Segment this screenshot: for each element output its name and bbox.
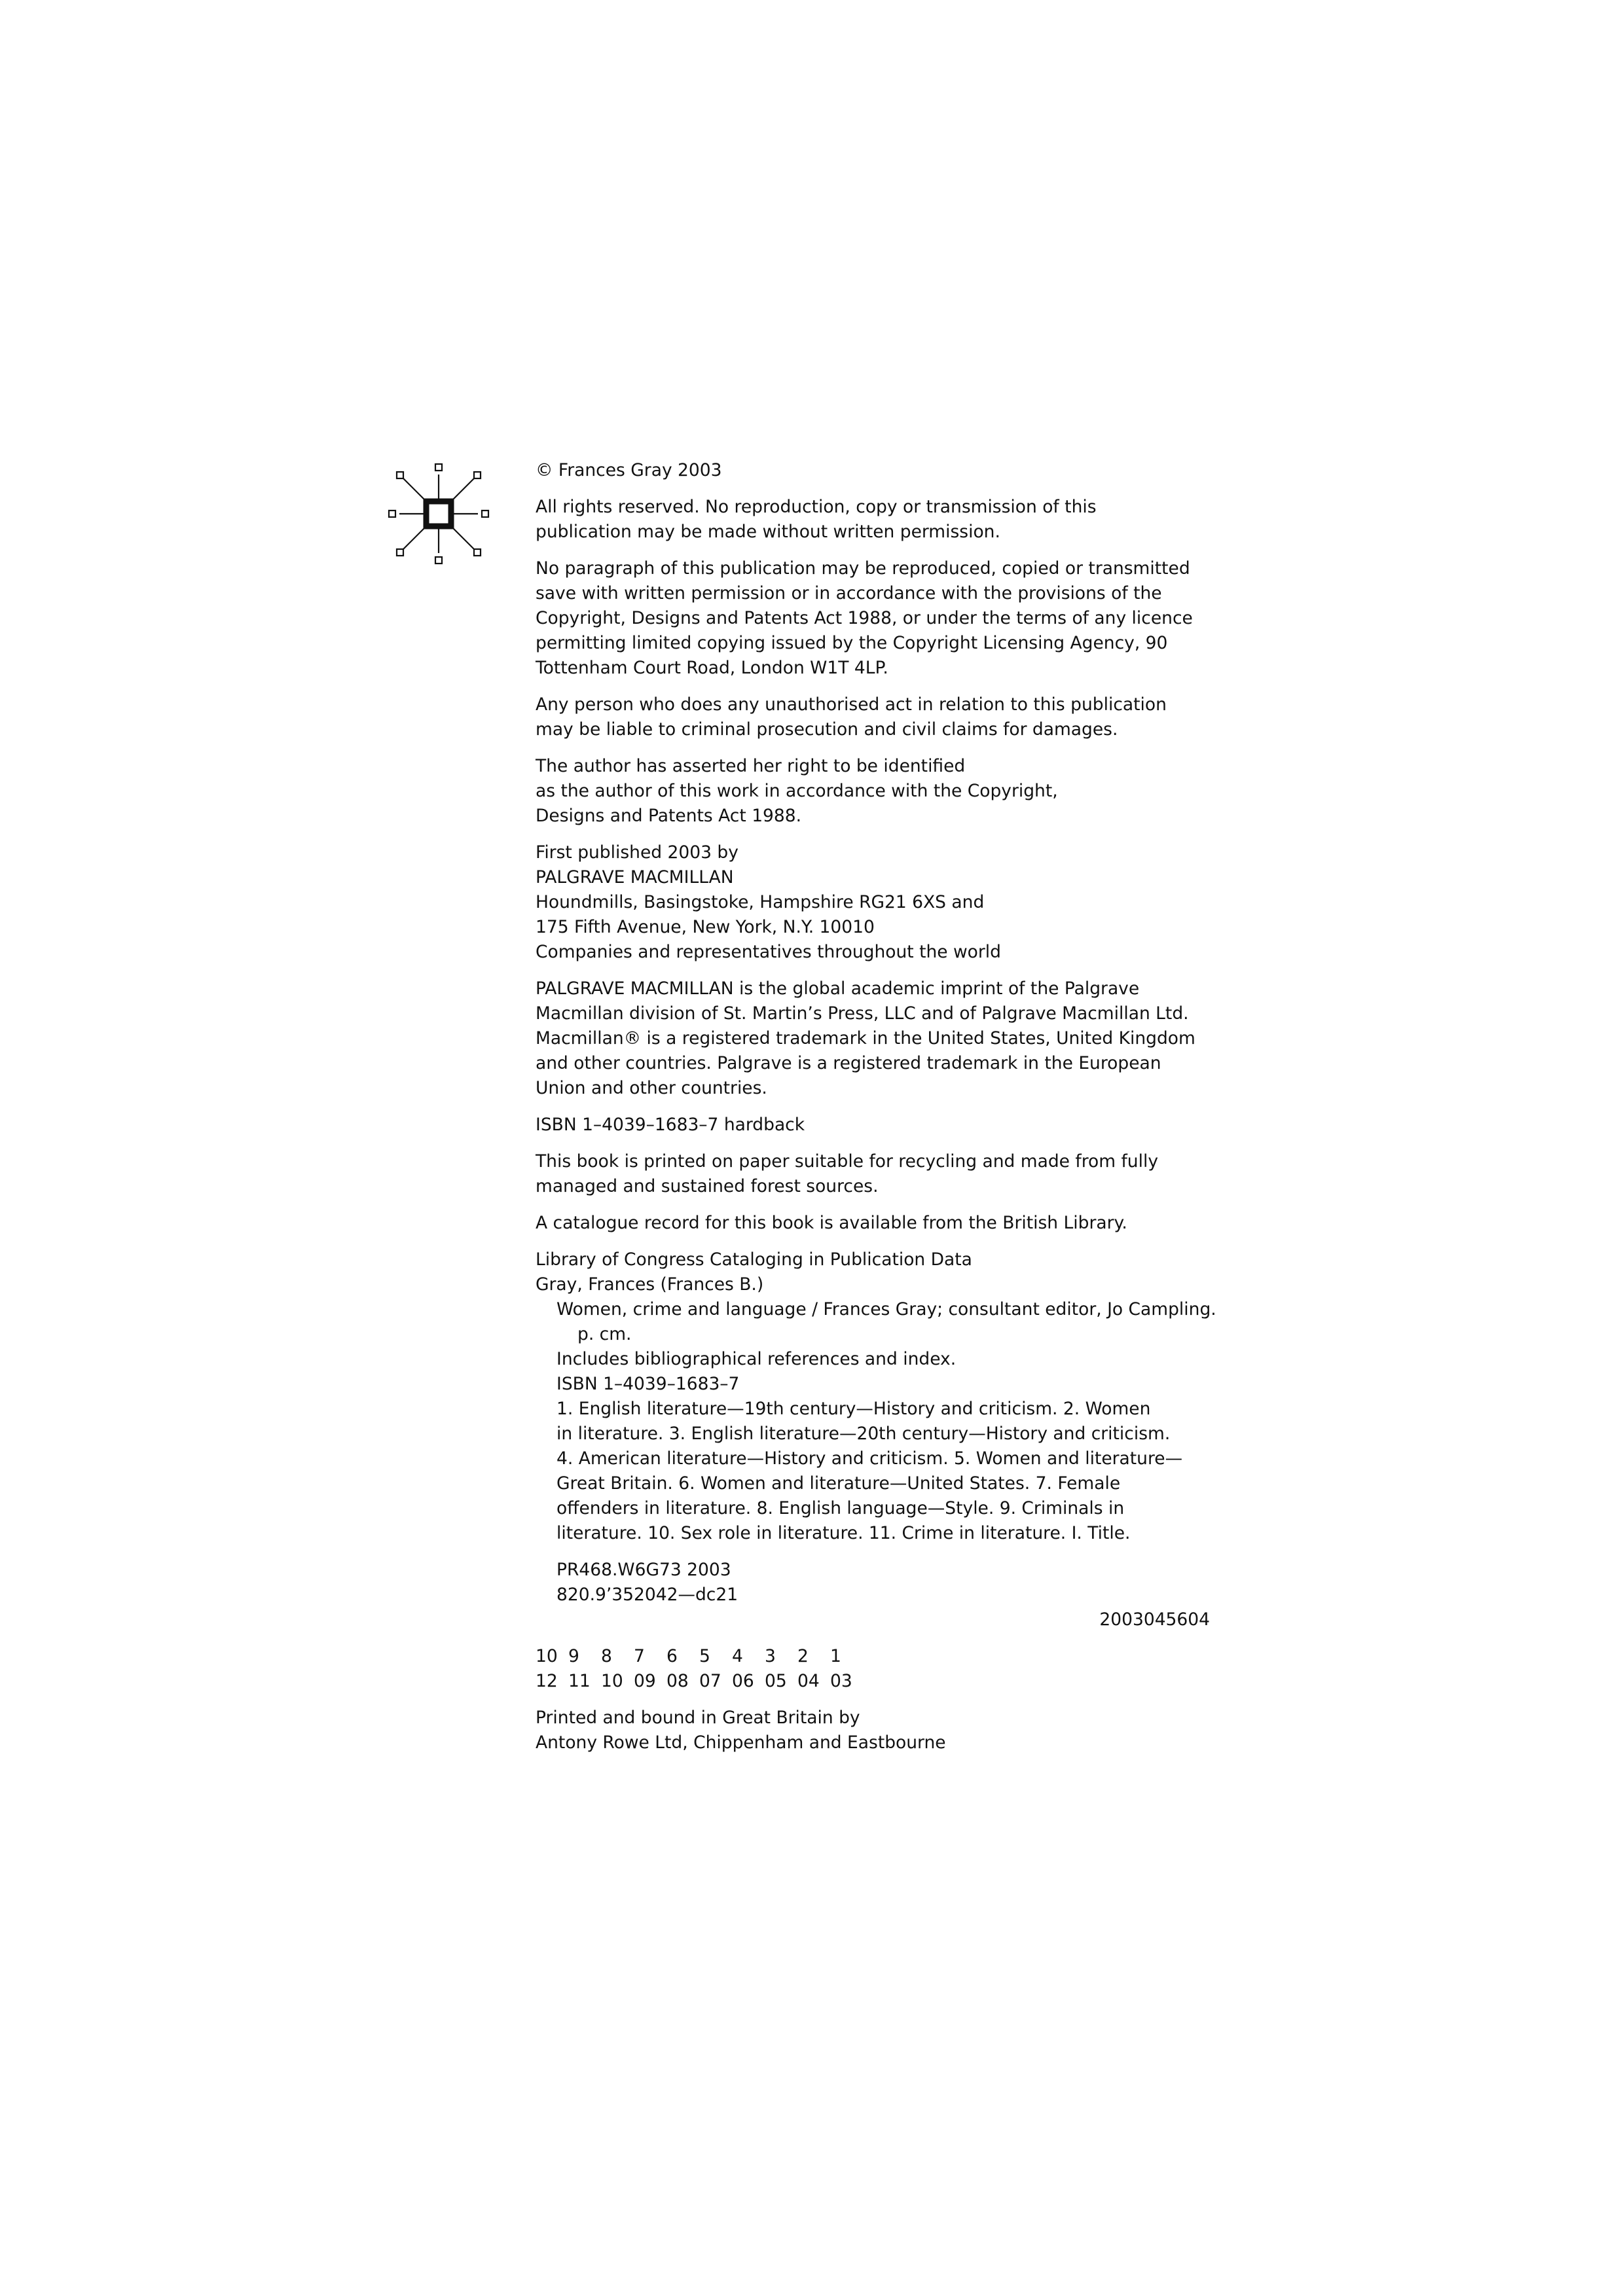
cip-title: Women, crime and language / Frances Gray; consultant editor, Jo Campling. (556, 1299, 1216, 1319)
lc-call-number: PR468.W6G73 2003 (556, 1560, 731, 1580)
year-number: 06 (732, 1671, 754, 1691)
cip-subject-line: Great Britain. 6. Women and literature—United States. 7. Female (556, 1473, 1121, 1494)
cip-subject-line: 1. English literature—19th century—History and criticism. 2. Women (556, 1399, 1151, 1419)
publisher-details: First published 2003 by PALGRAVE MACMILLAN Houndmills, Basingstoke, Hampshire RG21 6XS and 175 Fifth Avenue, New York, N.Y. 10010 Companies and representatives throughout the world (536, 842, 1001, 962)
year-number: 03 (830, 1671, 852, 1691)
impression-number: 9 (568, 1646, 579, 1666)
imprint-statement: PALGRAVE MACMILLAN is the global academic imprint of the Palgrave Macmillan division of St. Martin’s Press, LLC and of Palgrave Macmillan Ltd. Macmillan® is a registered trademark in the United States, United Kingdom and other countries. Palgrave is a registered trademark in the European Union and other countries. (536, 978, 1195, 1098)
year-number: 11 (568, 1671, 591, 1691)
copyright-line: © Frances Gray 2003 (536, 460, 722, 480)
cip-subject-line: in literature. 3. English literature—20th century—History and criticism. (556, 1424, 1171, 1444)
cip-author: Gray, Frances (Frances B.) (536, 1274, 764, 1295)
impression-number: 4 (732, 1646, 743, 1666)
publisher-device-icon (386, 461, 491, 566)
year-number: 04 (797, 1671, 820, 1691)
imprint-text (536, 458, 1216, 1767)
moral-rights-notice: The author has asserted her right to be identified as the author of this work in accordance with the Copyright, Designs and Patents Act 1988. (536, 756, 1058, 826)
cip-includes: Includes bibliographical references and index. (556, 1349, 957, 1369)
impression-number: 10 (536, 1646, 558, 1666)
impression-number: 1 (830, 1646, 841, 1666)
year-number: 09 (634, 1671, 656, 1691)
printer-details: Printed and bound in Great Britain by Antony Rowe Ltd, Chippenham and Eastbourne (536, 1708, 946, 1753)
year-number: 12 (536, 1671, 558, 1691)
impression-number: 7 (634, 1646, 645, 1666)
year-number: 10 (601, 1671, 623, 1691)
cip-isbn: ISBN 1–4039–1683–7 (556, 1374, 740, 1394)
cip-subject-line: literature. 10. Sex role in literature. 11. Crime in literature. I. Title. (556, 1523, 1131, 1543)
impression-number: 3 (765, 1646, 776, 1666)
paper-notice: This book is printed on paper suitable for recycling and made from fully managed and sustained forest sources. (536, 1151, 1159, 1196)
impression-number: 8 (601, 1646, 612, 1666)
cip-pages: p. cm. (577, 1324, 632, 1344)
year-numbers (536, 1669, 1210, 1694)
rights-reserved: All rights reserved. No reproduction, copy or transmission of this publication may be made without written permission. (536, 497, 1097, 542)
year-number: 08 (666, 1671, 689, 1691)
cip-subject-line: 4. American literature—History and criticism. 5. Women and literature— (556, 1448, 1183, 1469)
impression-number: 6 (666, 1646, 678, 1666)
impression-numbers (536, 1644, 1210, 1669)
cip-subject-line: offenders in literature. 8. English language—Style. 9. Criminals in (556, 1498, 1125, 1518)
liability-notice: Any person who does any unauthorised act in relation to this publication may be liable to criminal prosecution and civil claims for damages. (536, 694, 1167, 740)
lccn-number: 2003045604 (1099, 1609, 1210, 1630)
dewey-number: 820.9’352042—dc21 (556, 1585, 739, 1605)
year-number: 05 (765, 1671, 787, 1691)
cip-data-block (536, 1247, 1216, 1546)
reproduction-notice: No paragraph of this publication may be reproduced, copied or transmitted save with written permission or in accordance with the provisions of the Copyright, Designs and Patents Act 1988, or under the terms of any licence permitting limited copying issued by the Copyright Licensing Agency, 90 Tottenham Court Road, London W1T 4LP. (536, 558, 1193, 678)
cip-heading: Library of Congress Cataloging in Publication Data (536, 1249, 972, 1270)
classification-block (536, 1558, 1210, 1632)
impression-number: 2 (797, 1646, 809, 1666)
print-run-block (536, 1644, 1210, 1694)
impression-number: 5 (699, 1646, 710, 1666)
year-number: 07 (699, 1671, 721, 1691)
isbn-line: ISBN 1–4039–1683–7 hardback (536, 1115, 805, 1135)
catalogue-notice: A catalogue record for this book is available from the British Library. (536, 1213, 1127, 1233)
